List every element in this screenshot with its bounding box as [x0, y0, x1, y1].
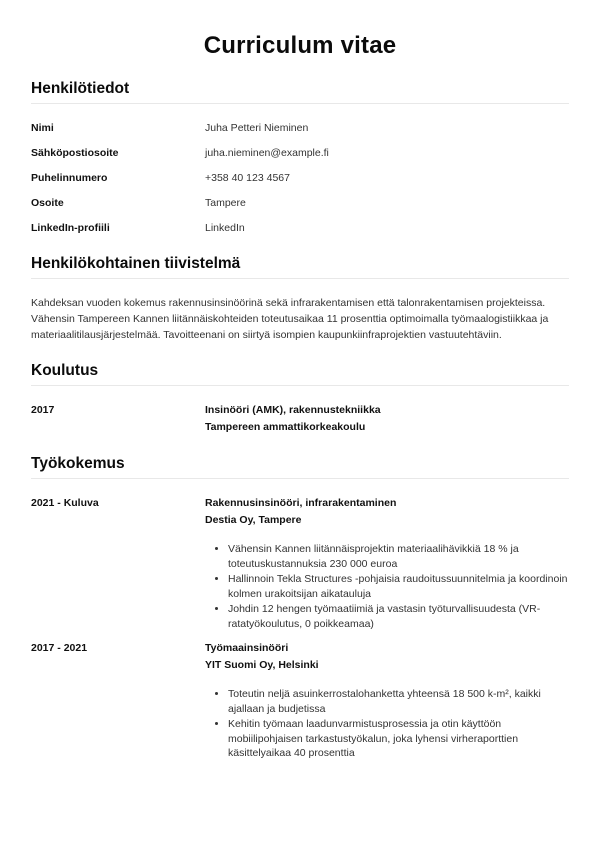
page-title: Curriculum vitae: [203, 32, 397, 59]
field-label: Puhelinnumero: [31, 172, 108, 184]
field-value: juha.nieminen@example.fi: [205, 147, 329, 159]
entry-subtitle: Tampereen ammattikorkeakoulu: [205, 421, 366, 433]
education-entries: [31, 402, 569, 436]
entry-period: 2017: [31, 404, 55, 416]
entry-row: [31, 495, 569, 632]
field-row: [31, 195, 569, 211]
entry-period: 2017 - 2021: [31, 642, 88, 654]
entry-title: Rakennusinsinööri, infrarakentaminen: [205, 497, 397, 509]
entry-period: 2021 - Kuluva: [31, 497, 99, 509]
entry-bullet: • Toteutin neljä asuinkerrostalohanketta yhteensä 18 500 k-m², kaikki ajallaan ja budjetissa: [228, 687, 569, 716]
entry-row: [31, 640, 569, 762]
summary-section-heading: Henkilökohtainen tiivistelmä: [31, 254, 569, 279]
entry-bullets: [205, 687, 569, 761]
experience-section-heading: Työkokemus: [31, 454, 569, 479]
field-label: Osoite: [31, 197, 64, 209]
entry-content: [205, 495, 569, 632]
entry-row: [31, 402, 569, 436]
education-section-heading: Koulutus: [31, 361, 569, 386]
entry-bullet: • Johdin 12 hengen työmaatiimiä ja vastasin työturvallisuudesta (VR-ratatyökoulutus, 0 poikkeamaa): [228, 602, 569, 631]
section-personal: [31, 79, 569, 236]
field-label: Nimi: [31, 122, 54, 134]
field-value: Tampere: [205, 197, 246, 209]
experience-entries: [31, 495, 569, 762]
entry-content: [205, 402, 569, 436]
field-row: [31, 145, 569, 161]
field-row: [31, 170, 569, 186]
entry-content: [205, 640, 569, 762]
field-label: Sähköpostiosoite: [31, 147, 119, 159]
entry-subtitle: YIT Suomi Oy, Helsinki: [205, 659, 319, 671]
field-value: +358 40 123 4567: [205, 172, 290, 184]
personal-section-heading: Henkilötiedot: [31, 79, 569, 104]
entry-subtitle: Destia Oy, Tampere: [205, 514, 302, 526]
field-row: [31, 120, 569, 136]
entry-bullet: • Hallinnoin Tekla Structures -pohjaisia raudoitussuunnitelmia ja koordinoin kolmen urakoitsijan aikatauluja: [228, 572, 569, 601]
field-value: Juha Petteri Nieminen: [205, 122, 309, 134]
summary-text: Kahdeksan vuoden kokemus rakennusinsinöörinä sekä infrarakentamisen että talonrakentamisen projekteissa. Vähensin Tampereen Kannen liitännäiskohteiden toteutusaikaa 11 prosenttia optimoimalla työmaalogistiikkaa ja materiaalitilausjärjestelmää. Tavoitteenani on siirtyä isompien kaupunkiinfraprojektien vastuutehtäviin.: [31, 297, 549, 341]
field-value: LinkedIn: [205, 222, 245, 234]
section-summary: [31, 254, 569, 343]
section-experience: [31, 454, 569, 762]
entry-title: Työmaainsinööri: [205, 642, 289, 654]
field-label: LinkedIn-profiili: [31, 222, 110, 234]
personal-fields: [31, 120, 569, 236]
entry-bullets: [205, 542, 569, 631]
entry-bullet: • Vähensin Kannen liitännäisprojektin materiaalihävikkiä 18 % ja toteutuskustannuksia 230 000 euroa: [228, 542, 569, 571]
entry-title: Insinööri (AMK), rakennustekniikka: [205, 404, 381, 416]
field-row: [31, 220, 569, 236]
section-education: [31, 361, 569, 436]
entry-bullet: • Kehitin työmaan laadunvarmistusprosessia ja otin käyttöön mobiilipohjaisen tarkastustyökalun, joka lyhensi virheraporttien käsittelyaikaa 40 prosenttia: [228, 717, 569, 761]
